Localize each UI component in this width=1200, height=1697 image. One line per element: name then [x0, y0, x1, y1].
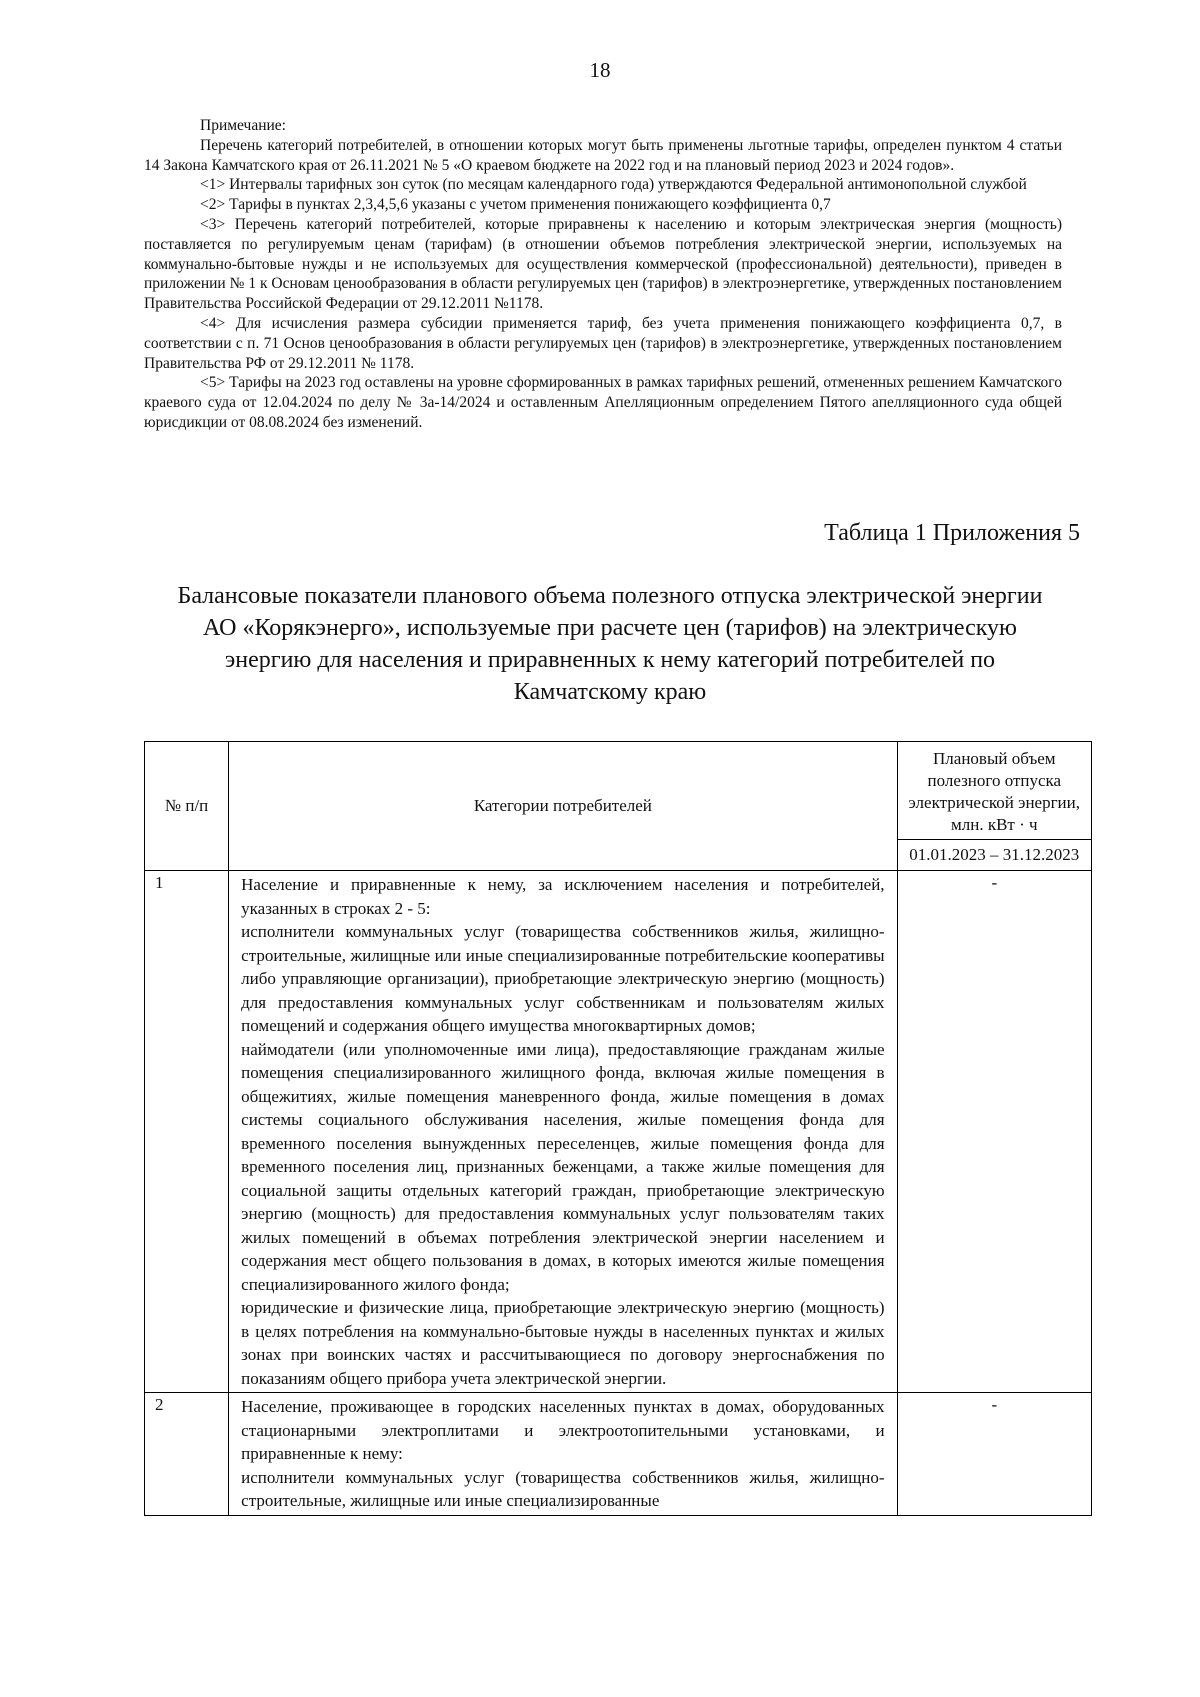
row-category-paragraph: исполнители коммунальных услуг (товарищества собственников жилья, жилищно-строительные, жилищные или иные специализированные [241, 1467, 885, 1510]
header-volume: Плановый объем полезного отпуска электрической энергии, млн. кВт · ч [897, 742, 1091, 840]
table-row [145, 1393, 1092, 1516]
page-number: 18 [589, 58, 611, 82]
header-category: Категории потребителей [229, 742, 897, 871]
row-category [229, 871, 897, 1393]
header-period: 01.01.2023 – 31.12.2023 [897, 840, 1091, 871]
note-3: <3> Перечень категорий потребителей, которые приравнены к населению и которым электрическая энергия (мощность) поставляется по регулируемым ценам (тарифам) (в отношении объемов потребления электрической энергии, используемых на коммунально-бытовые нужды и не используемых для осуществления коммерческой (профессиональной) деятельности), приведен в приложении № 1 к Основам ценообразования в области регулируемых цен (тарифов) в электроэнергетике, утвержденных постановлением Правительства Российской Федерации от 29.12.2011 №1178. [144, 215, 1062, 313]
row-number: 1 [145, 871, 229, 1393]
note-2: <2> Тарифы в пунктах 2,3,4,5,6 указаны с учетом применения понижающего коэффициента 0,7 [200, 196, 831, 214]
row-category-paragraph: Население и приравненные к нему, за исключением населения и потребителей, указанных в строках 2 - 5: [241, 875, 885, 918]
table-header-row [145, 742, 1092, 840]
row-category-paragraph: исполнители коммунальных услуг (товарищества собственников жилья, жилищно-строительные, жилищные или иные специализированные потребительские кооперативы либо управляющие организации), приобретающие электрическую энергию (мощность) для предоставления коммунальных услуг собственникам и пользователям жилых помещений и содержания общего имущества многоквартирных домов; [241, 922, 885, 1035]
document-title: Балансовые показатели планового объема полезного отпуска электрической энергии АО «Корякэнерго», используемые при расчете цен (тарифов) на электрическую энергию для населения и приравненных к нему категорий потребителей по Камчатскому краю [177, 583, 1043, 705]
note-4: <4> Для исчисления размера субсидии применяется тариф, без учета применения понижающего коэффициента 0,7, в соответствии с п. 71 Основ ценообразования в области регулируемых цен (тарифов) в электроэнергетике, утвержденных постановлением Правительства РФ от 29.12.2011 № 1178. [144, 314, 1062, 372]
notes-section [144, 116, 1062, 433]
balance-table [144, 741, 1092, 1516]
row-number: 2 [145, 1393, 229, 1516]
note-5: <5> Тарифы на 2023 год оставлены на уровне сформированных в рамках тарифных решений, отмененных решением Камчатского краевого суда от 12.04.2024 по делу № 3а-14/2024 и оставленным Апелляционным определением Пятого апелляционного суда общей юрисдикции от 08.08.2024 без изменений. [144, 374, 1062, 431]
row-category [229, 1393, 897, 1516]
note-paragraph: Перечень категорий потребителей, в отношении которых могут быть применены льготные тарифы, определен пунктом 4 статьи 14 Закона Камчатского края от 26.11.2021 № 5 «О краевом бюджете на 2022 год и на плановый период 2023 и 2024 годов». [144, 136, 1062, 174]
row-value: - [897, 871, 1091, 1393]
row-category-paragraph: наймодатели (или уполномоченные ими лица), предоставляющие гражданам жилые помещения специализированного жилищного фонда, включая жилые помещения в общежитиях, жилые помещения маневренного фонда, жилые помещения в домах системы социального обслуживания населения, жилые помещения фонда для временного поселения вынужденных переселенцев, жилые помещения фонда для временного поселения лиц, признанных беженцами, а также жилые помещения для социальной защиты отдельных категорий граждан, приобретающие электрическую энергию (мощность) для предоставления коммунальных услуг пользователям таких жилых помещений в объемах потребления электрической энергии населением и содержания мест общего пользования в домах, в которых имеются жилые помещения специализированного жилого фонда; [241, 1039, 885, 1294]
notes-heading: Примечание: [200, 117, 286, 134]
note-1: <1> Интервалы тарифных зон суток (по месяцам календарного года) утверждаются Федеральной антимонопольной службой [200, 176, 1027, 194]
row-value: - [897, 1393, 1091, 1516]
table-row [145, 871, 1092, 1393]
header-num: № п/п [145, 742, 229, 871]
row-category-paragraph: Население, проживающее в городских населенных пунктах в домах, оборудованных стационарными электроплитами и электроотопительными установками, и приравненные к нему: [241, 1397, 885, 1463]
table-caption: Таблица 1 Приложения 5 [824, 520, 1080, 546]
row-category-paragraph: юридические и физические лица, приобретающие электрическую энергию (мощность) в целях потребления на коммунально-бытовые нужды в населенных пунктах и жилых зонах при воинских частях и рассчитывающиеся по договору энергоснабжения по показаниям общего прибора учета электрической энергии. [241, 1298, 885, 1388]
